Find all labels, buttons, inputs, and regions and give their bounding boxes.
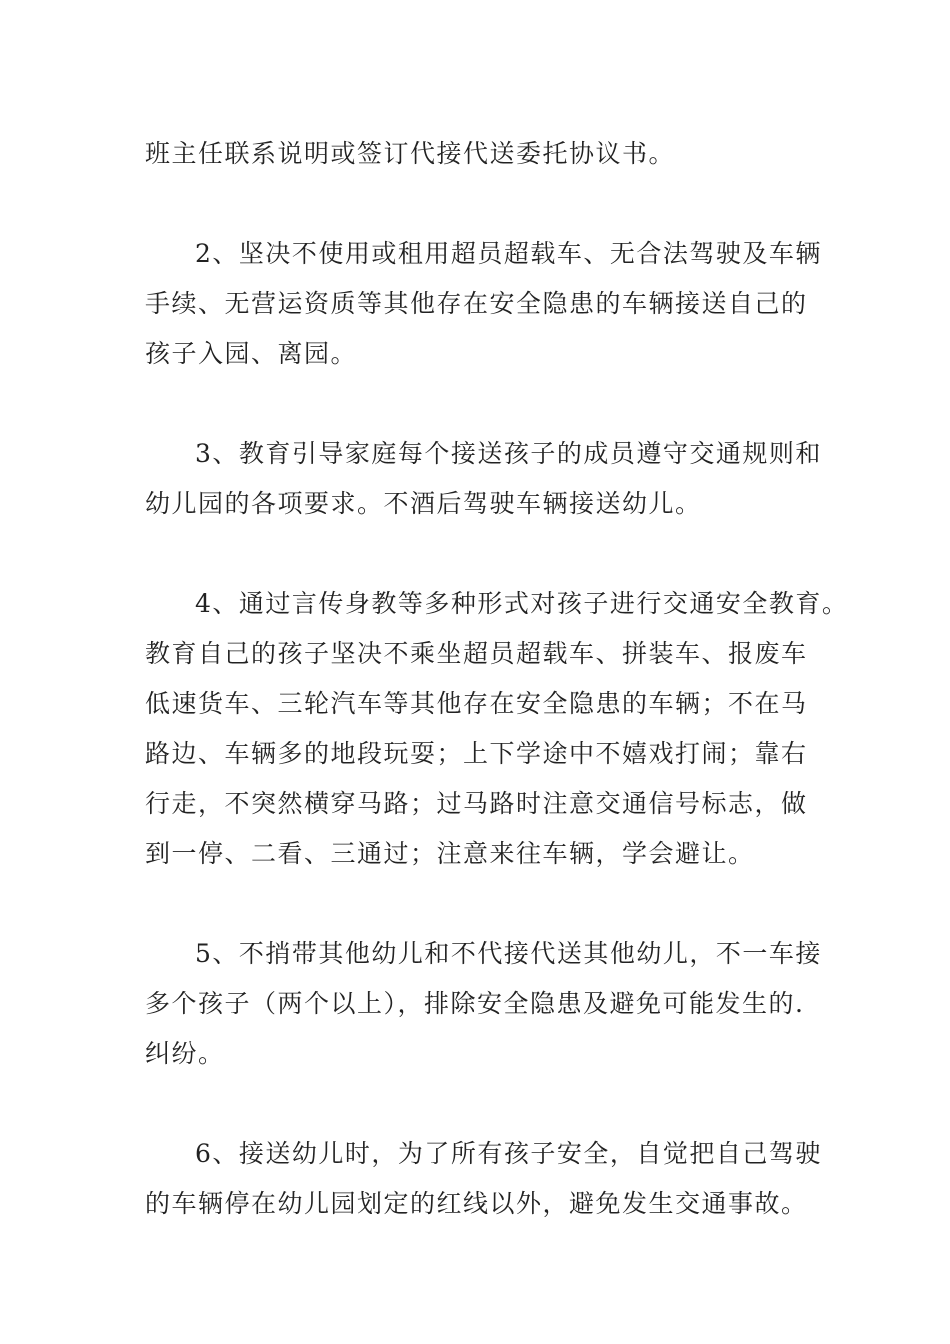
text-line: 6、接送幼儿时，为了所有孩子安全，自觉把自己驾驶 <box>195 1139 822 1168</box>
text-line: 幼儿园的各项要求。不酒后驾驶车辆接送幼儿。 <box>145 489 702 518</box>
paragraph-item-2 <box>145 229 845 379</box>
document-body <box>145 129 849 1229</box>
text-line: 班主任联系说明或签订代接代送委托协议书。 <box>145 139 676 168</box>
paragraph-item-6 <box>145 1129 845 1229</box>
paragraph-item-3 <box>145 429 845 529</box>
text-line: 孩子入园、离园。 <box>145 339 358 368</box>
text-line: 教育自己的孩子坚决不乘坐超员超载车、拼装车、报废车 <box>145 639 808 668</box>
text-line: 路边、车辆多的地段玩耍；上下学途中不嬉戏打闹；靠右 <box>145 739 808 768</box>
text-line: 到一停、二看、三通过；注意来往车辆，学会避让。 <box>145 839 755 868</box>
text-line: 多个孩子（两个以上），排除安全隐患及避免可能发生的. <box>145 989 805 1018</box>
text-line: 4、通过言传身教等多种形式对孩子进行交通安全教育。 <box>195 589 849 618</box>
text-line: 3、教育引导家庭每个接送孩子的成员遵守交通规则和 <box>195 439 822 468</box>
text-line: 低速货车、三轮汽车等其他存在安全隐患的车辆；不在马 <box>145 689 808 718</box>
text-line: 5、不捎带其他幼儿和不代接代送其他幼儿，不一车接 <box>195 939 822 968</box>
text-line: 的车辆停在幼儿园划定的红线以外，避免发生交通事故。 <box>145 1189 808 1218</box>
paragraph-item-5 <box>145 929 845 1079</box>
text-line: 纠纷。 <box>145 1039 225 1068</box>
text-line: 2、坚决不使用或租用超员超载车、无合法驾驶及车辆 <box>195 239 822 268</box>
text-line: 行走，不突然横穿马路；过马路时注意交通信号标志，做 <box>145 789 808 818</box>
text-line: 手续、无营运资质等其他存在安全隐患的车辆接送自己的 <box>145 289 808 318</box>
paragraph-continuation <box>145 129 845 179</box>
paragraph-item-4 <box>145 579 849 879</box>
